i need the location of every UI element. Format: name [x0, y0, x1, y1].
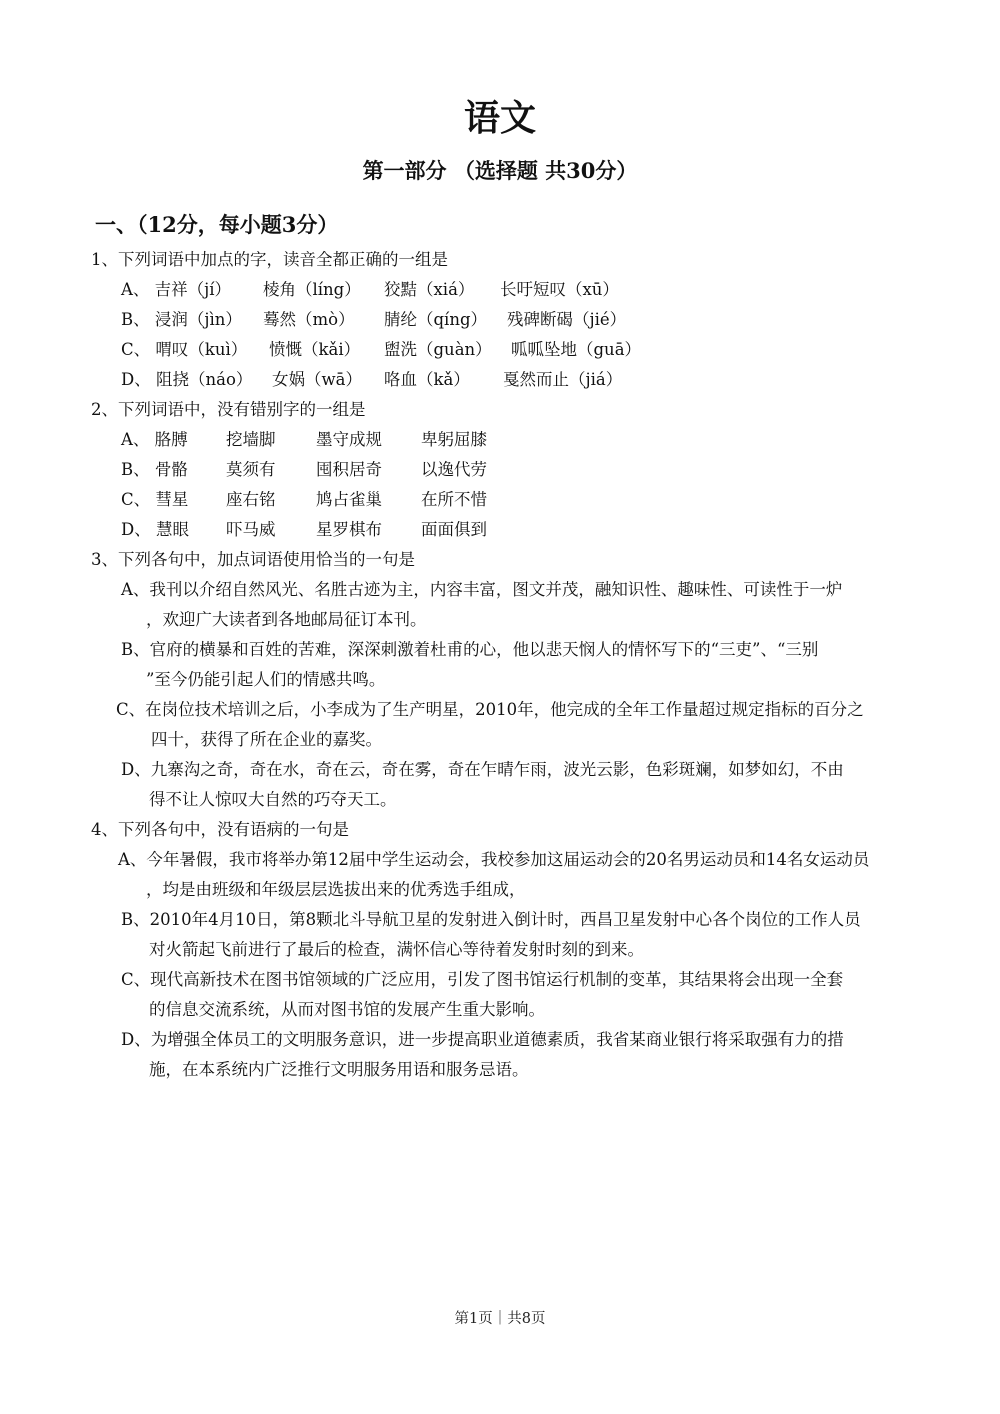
- q2-b-item-1: B、 骨骼: [121, 460, 188, 479]
- q3-d-line-2: 得不让人惊叹大自然的巧夺天工。: [149, 790, 397, 809]
- q3-b-line-1: B、官府的横暴和百姓的苦难，深深刺激着杜甫的心，他以悲天悯人的情怀写下的“三吏”、“三别: [121, 640, 819, 659]
- q4-a-line-2: ，均是由班级和年级层层选拔出来的优秀选手组成，: [146, 880, 526, 899]
- q2-a-item-2: 挖墙脚: [226, 430, 276, 449]
- q3-b-line-2: ”至今仍能引起人们的情感共鸣。: [146, 670, 386, 689]
- questions: [91, 245, 921, 1085]
- q2-d-item-4: 面面俱到: [421, 520, 487, 539]
- q3-a-line-1: A、我刊以介绍自然风光、名胜古迹为主，内容丰富，图文并茂，融知识性、趣味性、可读性于一炉: [121, 580, 843, 599]
- q1-b-item-2: 蓦然（mò）: [263, 310, 355, 329]
- q2-c-item-3: 鸠占雀巢: [316, 490, 382, 509]
- q1-b-item-1: B、 浸润（jìn）: [121, 310, 242, 329]
- question-2-stem: 2、下列词语中，没有错别字的一组是: [91, 400, 366, 419]
- q3-c-line-2: 四十，获得了所在企业的嘉奖。: [151, 730, 382, 749]
- q2-a-item-1: A、 胳膊: [121, 430, 188, 449]
- q4-option-a: [91, 845, 921, 905]
- q2-d-item-3: 星罗棋布: [316, 520, 382, 539]
- q2-d-item-1: D、 慧眼: [121, 520, 189, 539]
- q3-d-line-1: D、九寨沟之奇，奇在水，奇在云，奇在雾，奇在乍晴乍雨，波光云影，色彩斑斓，如梦如幻，不由: [121, 760, 844, 779]
- section-heading: 一、（12分，每小题3分）: [95, 212, 339, 237]
- q4-d-line-2: 施，在本系统内广泛推行文明服务用语和服务忌语。: [149, 1060, 529, 1079]
- q1-c-item-3: 盥洗（guàn）: [384, 340, 492, 359]
- q2-option-a: [91, 425, 921, 455]
- q4-c-line-1: C、现代高新技术在图书馆领域的广泛应用，引发了图书馆运行机制的变革，其结果将会出现一全套: [121, 970, 844, 989]
- q4-option-c: [91, 965, 921, 1025]
- q1-b-item-3: 腈纶（qíng）: [384, 310, 488, 329]
- q1-a-item-3: 狡黠（xiá）: [384, 280, 475, 299]
- page-footer: 第1页｜共8页: [454, 1311, 546, 1327]
- q1-option-b: [91, 305, 921, 335]
- part-heading: 第一部分 （选择题 共30分）: [362, 158, 638, 183]
- q2-b-item-4: 以逸代劳: [421, 460, 487, 479]
- q1-a-item-1: A、 吉祥（jí）: [121, 280, 232, 299]
- question-4-stem: 4、下列各句中，没有语病的一句是: [91, 820, 349, 839]
- question-3-stem: 3、下列各句中，加点词语使用恰当的一句是: [91, 550, 415, 569]
- q1-c-item-2: 愤慨（kǎi）: [269, 340, 361, 359]
- q4-b-line-1: B、2010年4月10日，第8颗北斗导航卫星的发射进入倒计时，西昌卫星发射中心各个岗位的工作人员: [121, 910, 861, 929]
- q1-b-item-4: 残碑断碣（jié）: [507, 310, 627, 329]
- q4-a-line-1: A、今年暑假，我市将举办第12届中学生运动会，我校参加这届运动会的20名男运动员和14名女运动员: [118, 850, 870, 869]
- q1-a-item-4: 长吁短叹（xū）: [500, 280, 619, 299]
- q1-d-item-3: 咯血（kǎ）: [384, 370, 470, 389]
- question-1-stem: 1、下列词语中加点的字，读音全都正确的一组是: [91, 250, 448, 269]
- q2-a-item-4: 卑躬屈膝: [421, 430, 487, 449]
- q3-option-b: [91, 635, 921, 695]
- page-title: 语文: [463, 97, 536, 139]
- q1-option-c: [91, 335, 921, 365]
- q4-d-line-1: D、为增强全体员工的文明服务意识，进一步提高职业道德素质，我省某商业银行将采取强有力的措: [121, 1030, 844, 1049]
- q3-option-a: [91, 575, 921, 635]
- q2-option-d: [91, 515, 921, 545]
- q4-option-b: [91, 905, 921, 965]
- q1-d-item-2: 女娲（wā）: [272, 370, 362, 389]
- q1-a-item-2: 棱角（líng）: [263, 280, 361, 299]
- q1-d-item-4: 戛然而止（jiá）: [503, 370, 623, 389]
- q1-c-item-1: C、 喟叹（kuì）: [121, 340, 248, 359]
- q4-b-line-2: 对火箭起飞前进行了最后的检查，满怀信心等待着发射时刻的到来。: [149, 940, 644, 959]
- q4-c-line-2: 的信息交流系统，从而对图书馆的发展产生重大影响。: [149, 1000, 545, 1019]
- q2-a-item-3: 墨守成规: [316, 430, 382, 449]
- q1-c-item-4: 呱呱坠地（guā）: [511, 340, 642, 359]
- q2-b-item-2: 莫须有: [226, 460, 276, 479]
- q1-option-d: [91, 365, 921, 395]
- q2-c-item-2: 座右铭: [226, 490, 276, 509]
- q3-option-c: [91, 695, 921, 755]
- q2-c-item-1: C、 彗星: [121, 490, 189, 509]
- q3-a-line-2: ，欢迎广大读者到各地邮局征订本刊。: [146, 610, 427, 629]
- q2-c-item-4: 在所不惜: [421, 490, 487, 509]
- q2-d-item-2: 吓马威: [226, 520, 276, 539]
- q2-b-item-3: 囤积居奇: [316, 460, 382, 479]
- q3-c-line-1: C、在岗位技术培训之后，小李成为了生产明星，2010年，他完成的全年工作量超过规定指标的百分之: [116, 700, 864, 719]
- q2-option-b: [91, 455, 921, 485]
- q4-option-d: [91, 1025, 921, 1085]
- q2-option-c: [91, 485, 921, 515]
- q3-option-d: [91, 755, 921, 815]
- q1-option-a: [91, 275, 921, 305]
- q1-d-item-1: D、 阻挠（náo）: [121, 370, 253, 389]
